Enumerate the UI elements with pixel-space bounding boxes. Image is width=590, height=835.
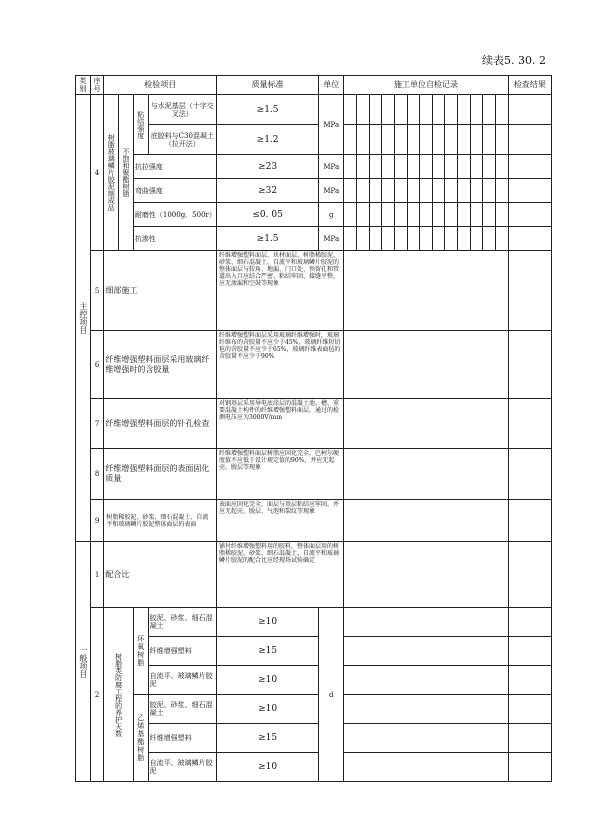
header-seq: 序号 <box>90 76 104 95</box>
resin-type: 乙烯基酯树脂 <box>133 695 148 782</box>
item-unit: MPa <box>319 155 344 179</box>
item-name: 自流平、玻璃鳞片胶泥 <box>148 753 216 782</box>
item-standard: ≥10 <box>217 753 319 782</box>
row-seq: 2 <box>90 608 104 782</box>
header-result: 检查结果 <box>508 76 551 95</box>
item-standard: ≥1.5 <box>217 95 319 125</box>
item-standard: ≥1.5 <box>217 227 319 251</box>
item-name: 抗渗性 <box>133 227 216 251</box>
item-standard: ≥23 <box>217 155 319 179</box>
row-group: 树脂玻璃鳞片胶泥制成品 <box>104 95 119 251</box>
row-standard: 对钢基层采用导电底涂层的混凝土池、槽、重要混凝土构件的纤维增强塑料面层，通过的检测电压应为3000V/mm <box>217 399 344 449</box>
bond-strength-label: 粘结强度 <box>133 95 148 155</box>
row-subgroup: 不饱和聚酯树脂 <box>119 95 134 251</box>
item-unit: MPa <box>319 179 344 203</box>
row-item: 树脂稀胶泥、砂浆、细石混凝土、自流平和玻璃鳞片胶泥整体面层的表面 <box>104 500 217 542</box>
row-group: 树脂类防腐工程的养护天数 <box>104 608 133 782</box>
header-unit: 单位 <box>319 76 344 95</box>
item-standard: ≥10 <box>217 608 319 637</box>
item-standard: ≤0. 05 <box>217 203 319 227</box>
row-item: 细部施工 <box>104 251 217 331</box>
header-self-check: 施工单位自检记录 <box>344 76 508 95</box>
row-item: 纤维增强塑料面层采用玻璃纤维增强时的含胶量 <box>104 331 217 399</box>
row-seq: 6 <box>90 331 104 399</box>
row-standard: 铺衬纤维增强塑料用的胶料，整体面层用的树脂稀胶泥、砂浆、细石混凝土、自流平和玻璃鳞片胶泥的配合比应经现场试验确定 <box>217 542 344 608</box>
item-standard: ≥32 <box>217 179 319 203</box>
row-seq: 9 <box>90 500 104 542</box>
item-name: 纤维增强塑料 <box>148 724 216 753</box>
row-seq: 7 <box>90 399 104 449</box>
item-name: 胶泥、砂浆、细石混凝土 <box>148 695 216 724</box>
item-name: 耐磨性（1000g．500r） <box>133 203 216 227</box>
row-item: 配合比 <box>104 542 217 608</box>
item-unit: MPa <box>319 227 344 251</box>
category-general: 一般项目 <box>76 542 91 782</box>
item-unit: d <box>319 608 344 782</box>
item-standard: ≥10 <box>217 666 319 695</box>
row-seq: 8 <box>90 449 104 500</box>
item-standard: ≥15 <box>217 724 319 753</box>
row-seq: 1 <box>90 542 104 608</box>
row-standard: 纤维增强塑料面层、块材面层、树脂稀胶泥、砂浆、细石混凝土、自流平和玻璃鳞片胶泥的整体面层与转角、地漏、门口处、预留孔和管道出入口应结合严密、粘结牢固、接缝平整，应无渗漏和空鼓等现象 <box>217 251 344 331</box>
inspection-table <box>75 75 552 782</box>
item-name: 胶泥、砂浆、细石混凝土 <box>148 608 216 637</box>
item-name: 与水泥基层（十字交叉法） <box>148 95 216 125</box>
table-caption: 续表5. 30. 2 <box>482 54 546 67</box>
item-name: 弯曲强度 <box>133 179 216 203</box>
item-unit: g <box>319 203 344 227</box>
row-seq: 4 <box>90 95 104 251</box>
item-name: 纤维增强塑料 <box>148 637 216 666</box>
row-standard: 纤维增强塑料面层树脂应固化完全，巴柯尔硬度值不应低于设计规定值的90%，并应无起壳、脱层等现象 <box>217 449 344 500</box>
item-standard: ≥1.2 <box>217 125 319 155</box>
item-name: 底胶料与C30混凝土（拉开法） <box>148 125 216 155</box>
header-category: 类别 <box>76 76 91 95</box>
header-standard: 质量标准 <box>217 76 319 95</box>
row-item: 纤维增强塑料面层的表面固化质量 <box>104 449 217 500</box>
item-standard: ≥10 <box>217 695 319 724</box>
resin-type: 环氧树脂 <box>133 608 148 695</box>
row-standard: 纤维增强塑料面层采用玻璃纤维增强时，玻璃纤维布的含胶量不应少于45%，玻璃纤维短切毡的含胶量不应少于65%，玻璃纤维表面毡的含胶量不应少于90% <box>217 331 344 399</box>
row-item: 纤维增强塑料面层的针孔检查 <box>104 399 217 449</box>
category-main: 主控项目 <box>76 95 91 542</box>
header-item: 检验项目 <box>104 76 217 95</box>
row-seq: 5 <box>90 251 104 331</box>
item-name: 抗拉强度 <box>133 155 216 179</box>
item-name: 自流平、玻璃鳞片胶泥 <box>148 666 216 695</box>
item-unit: MPa <box>319 95 344 155</box>
item-standard: ≥15 <box>217 637 319 666</box>
row-standard: 表面应固化完全，面层与基层粘结应牢固，并应无起壳、脱层、气泡和裂纹等现象 <box>217 500 344 542</box>
